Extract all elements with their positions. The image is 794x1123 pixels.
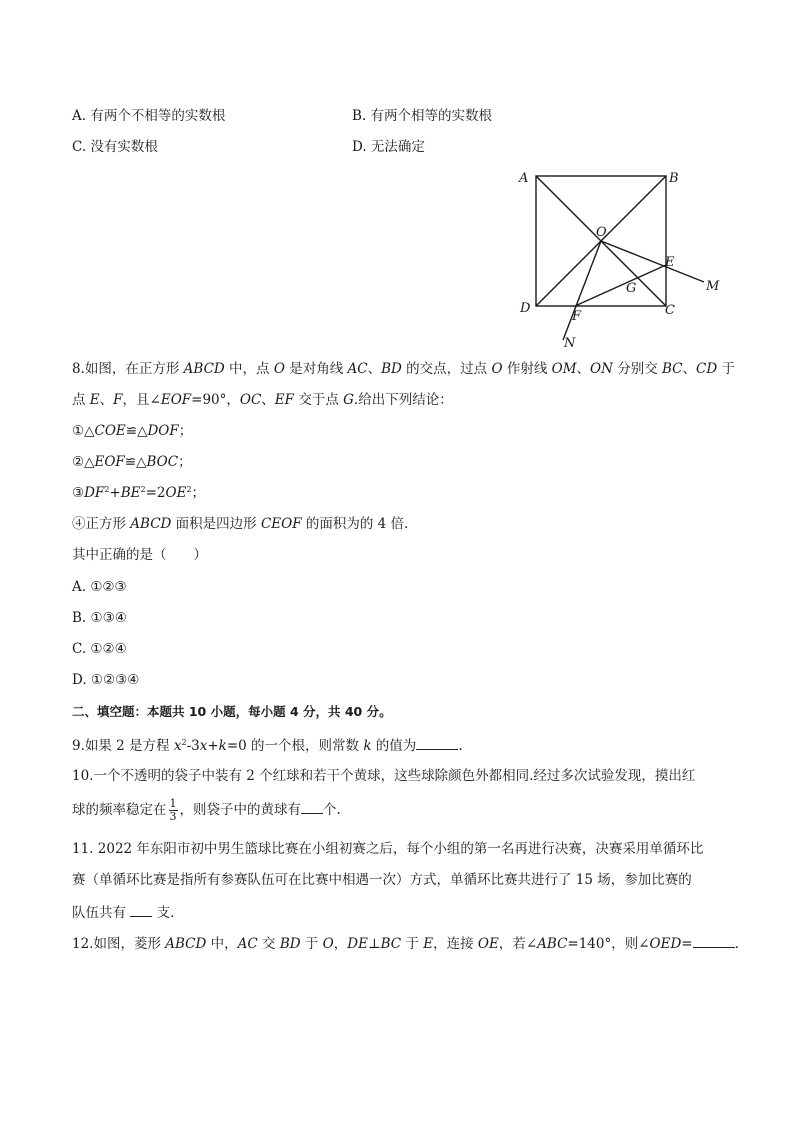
q8-line1: 8.如图，在正方形 ABCD 中，点 O 是对角线 AC、BD 的交点，过点 O 作射线 OM、ON 分别交 BC、CD 于	[72, 361, 735, 377]
q8-option-d: D. ①②③④	[72, 672, 140, 688]
ray-om	[601, 241, 704, 282]
label-a: A	[519, 171, 529, 186]
answer-blank	[301, 799, 323, 814]
q12: 12.如图，菱形 ABCD 中，AC 交 BD 于 O，DE⊥BC 于 E，连接 OE，若∠ABC=140°，则∠OED= .	[72, 933, 739, 953]
q11-line1: 11. 2022 年东阳市初中男生篮球比赛在小组初赛之后，每个小组的第一名再进行决赛，决赛采用单循环比	[72, 841, 704, 857]
conclusion-4: ④正方形 ABCD 面积是四边形 CEOF 的面积为的 4 倍.	[72, 516, 409, 532]
fraction: $\frac{1}{3}$	[169, 797, 177, 823]
section-heading: 二、填空题：本题共 10 小题，每小题 4 分，共 40 分。	[72, 704, 392, 719]
q8-line2: 点 E、F，且∠EOF=90°，OC、EF 交于点 G.给出下列结论：	[72, 392, 453, 408]
conclusion-1: ①△COE≌△DOF；	[72, 423, 193, 439]
option-c: C. 没有实数根	[72, 139, 158, 155]
answer-blank	[416, 735, 458, 750]
q8-option-c: C. ①②④	[72, 641, 127, 657]
label-g: G	[626, 281, 637, 296]
option-b: B. 有两个相等的实数根	[352, 108, 493, 124]
label-e: E	[665, 255, 675, 270]
conclusion-3: $③DF^2+BE^2=2OE^2$；	[72, 485, 206, 501]
q8-prompt: 其中正确的是（ ）	[72, 547, 207, 563]
label-o: O	[596, 225, 607, 240]
label-n: N	[564, 336, 576, 351]
label-c: C	[665, 303, 675, 318]
answer-blank	[693, 933, 735, 948]
q9: 9.如果 2 是方程 $x^2-3x+k=0$ 的一个根，则常数 k 的值为 .	[72, 735, 463, 755]
label-b: B	[669, 171, 679, 186]
segment-ef	[575, 265, 666, 306]
ray-on	[563, 241, 601, 340]
square-figure	[510, 160, 740, 352]
q11-line3: 队伍共有 支.	[72, 902, 174, 922]
q10-line1: 10.一个不透明的袋子中装有 2 个红球和若干个黄球，这些球除颜色外都相同.经过多次试验发现，摸出红	[72, 768, 696, 784]
answer-blank	[130, 902, 152, 917]
q10-line2: 球的频率稳定在 $\frac{1}{3}$ ，则袋子中的黄球有 个.	[72, 797, 341, 823]
label-m: M	[706, 279, 720, 294]
q8-option-a: A. ①②③	[72, 579, 127, 595]
q8-option-b: B. ①③④	[72, 610, 127, 626]
label-d: D	[520, 301, 531, 316]
option-d: D. 无法确定	[352, 139, 425, 155]
option-a: A. 有两个不相等的实数根	[72, 108, 226, 124]
conclusion-2: ②△EOF≌△BOC；	[72, 454, 192, 470]
q11-line2: 赛（单循环比赛是指所有参赛队伍可在比赛中相遇一次）方式，单循环比赛共进行了 15 场，参加比赛的	[72, 872, 692, 888]
label-f: F	[572, 309, 582, 324]
